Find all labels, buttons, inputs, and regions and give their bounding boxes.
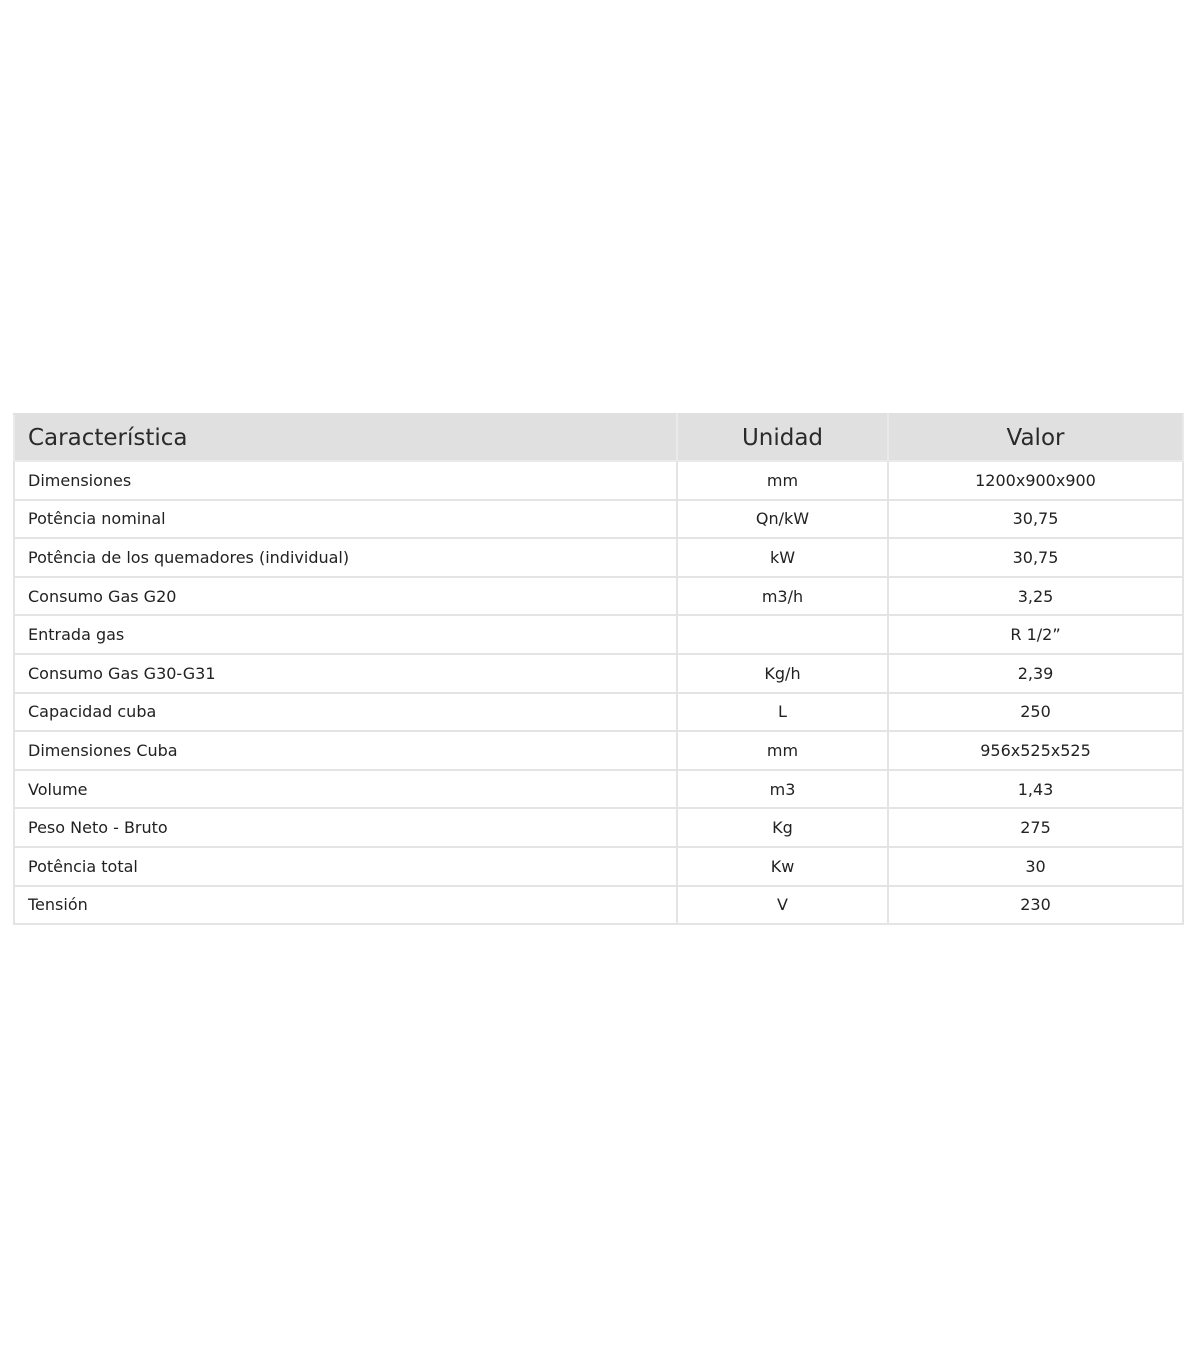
row-label: Tensión [14,886,677,925]
table-row [14,461,1183,500]
row-label: Entrada gas [14,615,677,654]
table-row [14,615,1183,654]
table-row [14,577,1183,616]
row-unit [677,615,888,654]
row-value: 30 [888,847,1183,886]
row-value: 1,43 [888,770,1183,809]
row-value: 30,75 [888,538,1183,577]
row-unit: L [677,693,888,732]
row-value: 1200x900x900 [888,461,1183,500]
table-row [14,538,1183,577]
header-caracteristica: Característica [14,414,677,461]
table-row [14,731,1183,770]
row-value: R 1/2” [888,615,1183,654]
row-label: Consumo Gas G20 [14,577,677,616]
row-label: Potência de los quemadores (individual) [14,538,677,577]
row-label: Dimensiones [14,461,677,500]
table-body [14,461,1183,924]
row-unit: mm [677,731,888,770]
row-label: Capacidad cuba [14,693,677,732]
row-value: 250 [888,693,1183,732]
table-header [14,414,1183,461]
row-unit: m3 [677,770,888,809]
row-label: Dimensiones Cuba [14,731,677,770]
row-unit: Kg [677,808,888,847]
row-value: 230 [888,886,1183,925]
row-unit: V [677,886,888,925]
row-label: Peso Neto - Bruto [14,808,677,847]
row-unit: Kw [677,847,888,886]
row-unit: m3/h [677,577,888,616]
row-unit: mm [677,461,888,500]
table-row [14,693,1183,732]
header-unidad: Unidad [677,414,888,461]
row-label: Consumo Gas G30-G31 [14,654,677,693]
row-label: Potência total [14,847,677,886]
row-unit: Qn/kW [677,500,888,539]
table-row [14,886,1183,925]
spec-table [13,413,1184,925]
row-value: 3,25 [888,577,1183,616]
table-row [14,770,1183,809]
row-value: 30,75 [888,500,1183,539]
table-row [14,654,1183,693]
header-row [14,414,1183,461]
row-unit: kW [677,538,888,577]
row-label: Volume [14,770,677,809]
row-value: 275 [888,808,1183,847]
table-row [14,847,1183,886]
row-label: Potência nominal [14,500,677,539]
header-valor: Valor [888,414,1183,461]
table-row [14,500,1183,539]
table-row [14,808,1183,847]
row-value: 2,39 [888,654,1183,693]
row-unit: Kg/h [677,654,888,693]
row-value: 956x525x525 [888,731,1183,770]
